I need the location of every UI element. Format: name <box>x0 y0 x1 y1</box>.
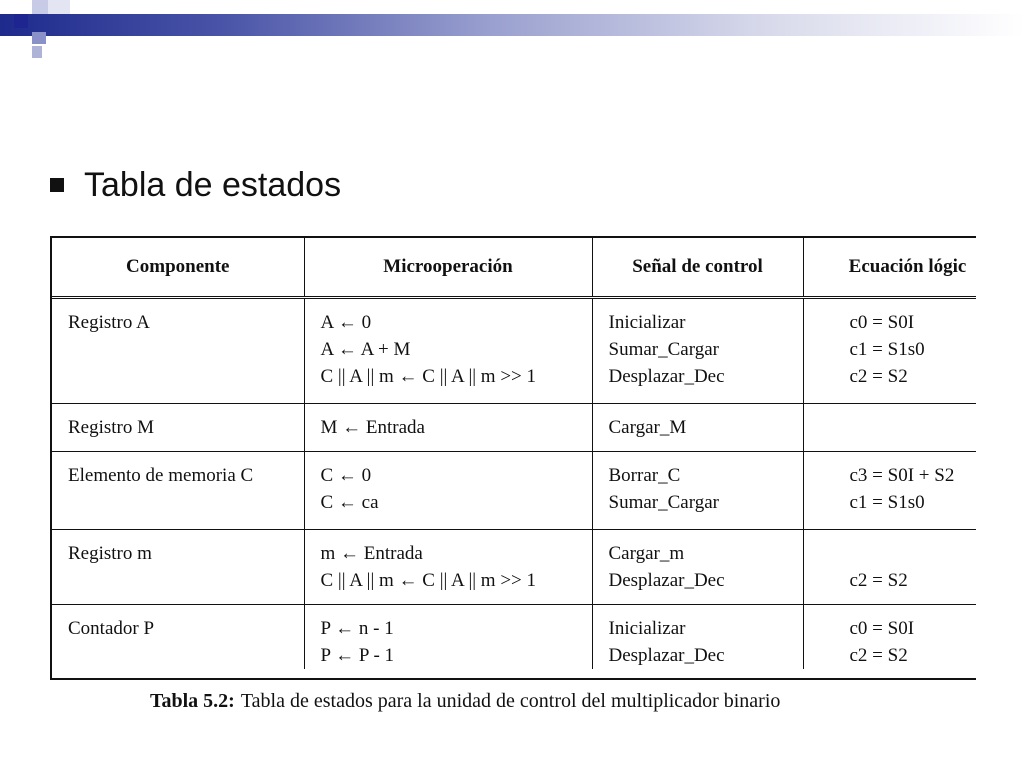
cell-ecuacion <box>803 404 976 452</box>
header-componente: Componente <box>52 238 304 298</box>
cell-componente: Elemento de memoria C <box>52 452 304 530</box>
cell-senal: Cargar_m Desplazar_Dec <box>592 530 803 605</box>
header-microoperacion: Microoperación <box>304 238 592 298</box>
caption-text: Tabla de estados para la unidad de control del multiplicador binario <box>240 690 781 712</box>
table-row <box>52 452 976 530</box>
header-ecuacion-logica: Ecuación lógic <box>803 238 976 298</box>
cell-componente: Registro A <box>52 298 304 404</box>
header-square-decoration <box>32 46 42 58</box>
cell-microoperacion: m ← Entrada C || A || m ← C || A || m >> 1 <box>304 530 592 605</box>
cell-microoperacion: A ← 0 A ← A + M C || A || m ← C || A || m >> 1 <box>304 298 592 404</box>
cell-ecuacion: c0 = S0I c1 = S1s0 c2 = S2 <box>803 298 976 404</box>
cell-ecuacion: c0 = S0I c2 = S2 <box>803 605 976 670</box>
table-caption <box>150 690 950 713</box>
caption-label: Tabla 5.2: <box>150 690 235 712</box>
cell-ecuacion: c2 = S2 <box>803 530 976 605</box>
table-row <box>52 404 976 452</box>
square-bullet-icon <box>50 178 64 192</box>
cell-senal: Inicializar Sumar_Cargar Desplazar_Dec <box>592 298 803 404</box>
table-row <box>52 605 976 670</box>
cell-microoperacion: C ← 0 C ← ca <box>304 452 592 530</box>
cell-microoperacion: P ← n - 1 P ← P - 1 <box>304 605 592 670</box>
cell-ecuacion: c3 = S0I + S2 c1 = S1s0 <box>803 452 976 530</box>
table-row <box>52 530 976 605</box>
bullet-item <box>50 162 341 208</box>
header-square-decoration <box>48 0 70 14</box>
cell-senal: Inicializar Desplazar_Dec <box>592 605 803 670</box>
cell-componente: Contador P <box>52 605 304 670</box>
state-table-container <box>50 236 976 680</box>
cell-componente: Registro m <box>52 530 304 605</box>
cell-senal: Borrar_C Sumar_Cargar <box>592 452 803 530</box>
table-row <box>52 298 976 404</box>
state-table <box>52 238 976 669</box>
cell-componente: Registro M <box>52 404 304 452</box>
table-header-row <box>52 238 976 298</box>
bullet-text: Tabla de estados <box>84 165 342 204</box>
cell-senal: Cargar_M <box>592 404 803 452</box>
header-senal-control: Señal de control <box>592 238 803 298</box>
header-gradient-bar <box>0 14 1024 36</box>
header-square-decoration <box>32 32 46 44</box>
header-square-decoration <box>14 14 28 28</box>
header-square-decoration <box>32 0 48 14</box>
cell-microoperacion: M ← Entrada <box>304 404 592 452</box>
